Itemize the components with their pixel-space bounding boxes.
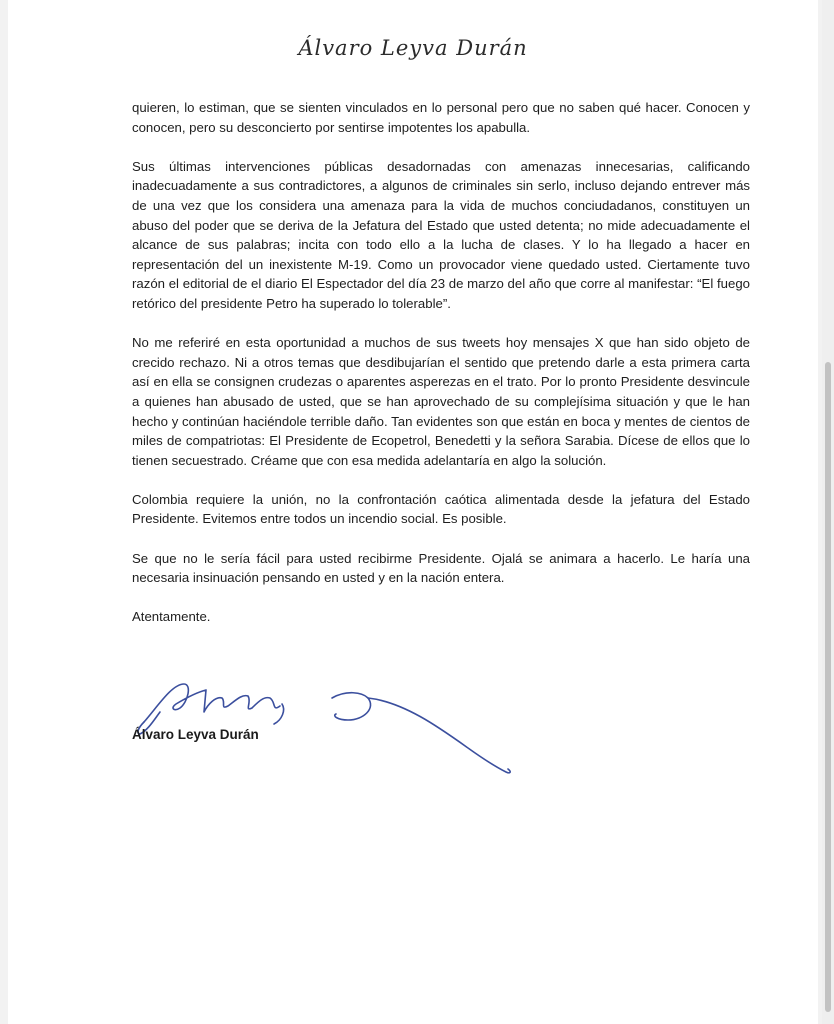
scrollbar-thumb[interactable]: [825, 362, 831, 1012]
letter-page: [8, 0, 818, 1024]
closing: Atentamente.: [132, 609, 211, 625]
vertical-scrollbar[interactable]: [822, 0, 834, 1024]
paragraph-5: Se que no le sería fácil para usted recibirme Presidente. Ojalá se animara a hacerlo. Le haría una necesaria insinuación pensando en usted y en la nación entera.: [132, 550, 750, 586]
paragraph-2: Sus últimas intervenciones públicas desadornadas con amenazas innecesarias, calificando inadecuadamente a sus contradictores, a algunos de criminales sin serlo, incluso dejando entrever más de una vez que los considera una amenaza para la vida de muchos conciudadanos, constituyen un abuso del poder que se deriva de la Jefatura del Estado que usted detenta; no mide adecuadamente el alcance de sus palabras; incita con todo ello a la lucha de clases. Y lo ha llegado a hacer en representación del un inexistente M-19. Como un provocador viene quedado usted. Ciertamente tuvo razón el editorial de el diario El Espectador del día 23 de marzo del año que corre al manifestar: “El fuego retórico del presidente Petro ha superado lo tolerable”.: [132, 158, 750, 311]
signer-name: Álvaro Leyva Durán: [132, 727, 259, 742]
paragraph-1: quieren, lo estiman, que se sienten vinculados en lo personal pero que no saben qué hacer. Conocen y conocen, pero su desconcierto por sentirse impotentes los apabulla.: [132, 100, 750, 135]
handwritten-signature: [132, 668, 532, 778]
paragraph-3: No me referiré en esta oportunidad a muchos de sus tweets hoy mensajes X que han sido objeto de crecido rechazo. Ni a otros temas que desdibujarían el sentido que pretendo darle a esta primera carta así en ella se consignen crudezas o aparentes asperezas en el trato. Por lo pronto Presidente desvincule a quienes han abusado de usted, que se han aprovechado de su complejísima situación y que le han hecho y continúan haciéndole terrible daño. Tan evidentes son que están en boca y mentes de cientos de miles de compatriotas: El Presidente de Ecopetrol, Benedetti y la señora Sarabia. Dícese de ellos que lo tienen secuestrado. Créame que con esa medida adelantaría en algo la solución.: [132, 335, 750, 468]
paragraph-4: Colombia requiere la unión, no la confrontación caótica alimentada desde la jefatura del Estado Presidente. Evitemos entre todos un incendio social. Es posible.: [132, 491, 750, 527]
letter-body: [132, 98, 750, 647]
letterhead: Álvaro Leyva Durán: [298, 36, 528, 60]
